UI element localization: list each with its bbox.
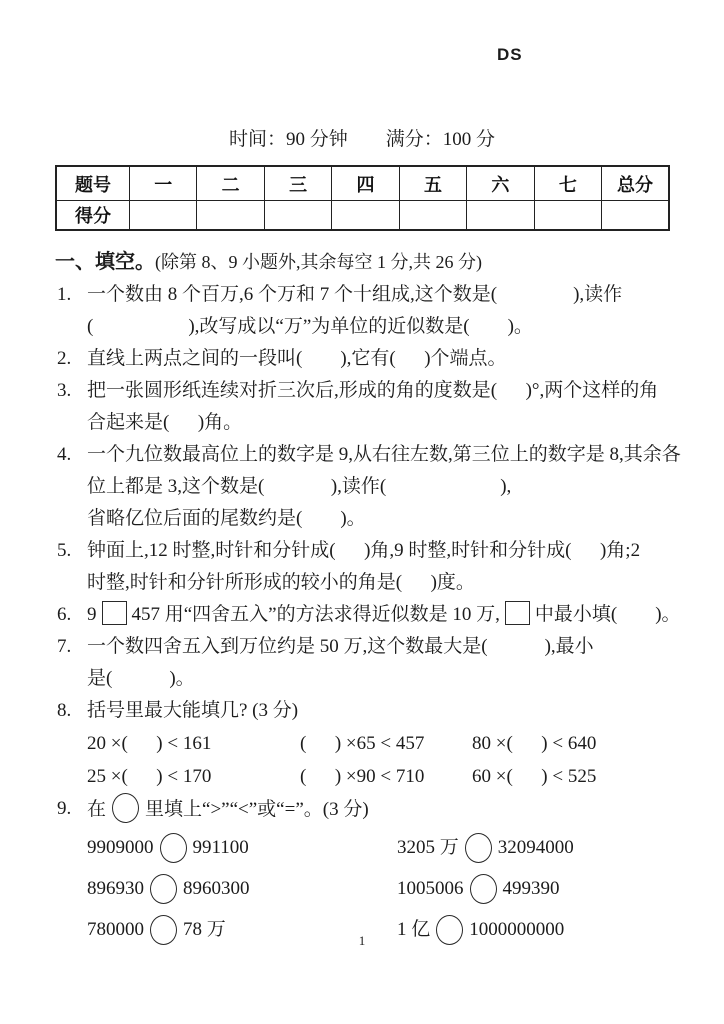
comparison-left: 3205 万	[397, 836, 459, 858]
question-text: 一个九位数最高位上的数字是 9,从右往左数,第三位上的数字是 8,其余各	[87, 444, 681, 465]
score-cell	[332, 201, 399, 231]
score-cell	[197, 201, 264, 231]
comparison-row	[87, 869, 685, 908]
question-number: 5.	[57, 540, 72, 561]
comparison-item	[397, 873, 560, 905]
question-2	[55, 343, 685, 375]
comparison-left: 9909000	[87, 836, 154, 858]
question-text: 一个数由 8 个百万,6 个万和 7 个十组成,这个数是( ),读作	[87, 284, 623, 305]
exam-code: DS	[497, 45, 523, 64]
comparison-right: 8960300	[183, 877, 250, 899]
question-text: 时整,时针和分针所形成的较小的角是( )度。	[87, 572, 475, 593]
question-text-segment: 里填上“>”“<”或“=”。(3 分)	[145, 799, 369, 820]
inequality-blank: 20 ×( ) < 161	[87, 733, 212, 754]
page-number: 1	[358, 933, 366, 948]
section-heading	[55, 246, 685, 279]
question-number: 6.	[57, 604, 72, 625]
question-text	[87, 793, 685, 826]
question-number: 1.	[57, 284, 72, 305]
comparison-left: 780000	[87, 918, 144, 940]
question-text-segment: 457 用“四舍五入”的方法求得近似数是 10 万,	[131, 604, 500, 625]
answer-box	[102, 601, 127, 625]
question-8	[55, 695, 685, 793]
comparison-right: 499390	[502, 877, 560, 899]
score-table-header-cell: 七	[534, 166, 601, 201]
inequality-blank: ( ) ×90 < 710	[300, 766, 425, 787]
question-text: 省略亿位后面的尾数约是( )。	[87, 508, 366, 529]
section-fill-in-blanks	[55, 246, 685, 949]
score-row-label: 得分	[56, 201, 130, 231]
question-text: 钟面上,12 时整,时针和分针成( )角,9 时整,时针和分针成( )角;2	[87, 540, 641, 561]
question-number: 9.	[57, 798, 72, 819]
question-text: ( ),改写成以“万”为单位的近似数是( )。	[87, 316, 533, 337]
comparison-right: 32094000	[497, 836, 574, 858]
score-cell	[399, 201, 466, 231]
section-title: 一、填空。	[55, 251, 155, 273]
score-table-score-row	[56, 201, 669, 231]
question-text: 位上都是 3,这个数是( ),读作( ),	[87, 476, 512, 497]
comparison-left: 1005006	[397, 877, 464, 899]
comparison-item	[397, 832, 574, 864]
score-cell	[534, 201, 601, 231]
score-table-header-cell: 五	[399, 166, 466, 201]
question-text: 合起来是( )角。	[87, 412, 243, 433]
answer-circle	[160, 833, 187, 863]
comparison-left: 1 亿	[397, 918, 431, 940]
question-number: 3.	[57, 380, 72, 401]
score-cell	[467, 201, 534, 231]
answer-circle	[112, 793, 139, 823]
question-text: 括号里最大能填几? (3 分)	[87, 700, 299, 721]
question-text-segment: 9	[87, 604, 97, 625]
score-cell	[602, 201, 669, 231]
question-9	[55, 793, 685, 949]
question-text: 一个数四舍五入到万位约是 50 万,这个数最大是( ),最小	[87, 636, 594, 657]
exam-meta: 时间：90 分钟 满分：100 分	[228, 129, 495, 150]
question-number: 4.	[57, 444, 72, 465]
question-number: 2.	[57, 348, 72, 369]
question-text: 是( )。	[87, 668, 195, 689]
comparison-item	[87, 873, 397, 905]
inequality-blank: ( ) ×65 < 457	[300, 733, 425, 754]
question-1	[55, 279, 685, 343]
score-cell	[130, 201, 197, 231]
section-note: (除第 8、9 小题外,其余每空 1 分,共 26 分)	[155, 252, 482, 272]
question-number: 8.	[57, 700, 72, 721]
inequality-blank: 60 ×( ) < 525	[472, 766, 597, 787]
question-7	[55, 631, 685, 695]
inequality-blank: 25 ×( ) < 170	[87, 766, 212, 787]
question-text-segment: 在	[87, 799, 107, 820]
score-table-header-cell: 四	[332, 166, 399, 201]
question-5	[55, 535, 685, 599]
answer-circle	[465, 833, 492, 863]
question-number: 7.	[57, 636, 72, 657]
score-table-header-row	[56, 166, 669, 201]
comparison-right: 78 万	[183, 918, 226, 940]
question-8-row	[87, 760, 685, 793]
answer-box	[505, 601, 530, 625]
question-text: 直线上两点之间的一段叫( ),它有( )个端点。	[87, 348, 507, 369]
score-table-header-cell: 总分	[602, 166, 669, 201]
score-table-header-cell: 题号	[56, 166, 130, 201]
score-cell	[264, 201, 331, 231]
comparison-left: 896930	[87, 877, 144, 899]
score-table-header-cell: 六	[467, 166, 534, 201]
question-3	[55, 375, 685, 439]
question-6	[55, 599, 685, 631]
comparison-item	[87, 832, 397, 864]
question-text: 把一张圆形纸连续对折三次后,形成的角的度数是( )°,两个这样的角	[87, 380, 659, 401]
comparison-right: 991100	[192, 836, 249, 858]
score-table	[55, 165, 670, 231]
comparison-row	[87, 828, 685, 867]
question-8-row	[87, 727, 685, 760]
answer-circle	[150, 874, 177, 904]
answer-circle	[470, 874, 497, 904]
score-table-header-cell: 三	[264, 166, 331, 201]
score-table-header-cell: 一	[130, 166, 197, 201]
question-text	[87, 599, 685, 631]
question-text-segment: 中最小填( )。	[534, 604, 681, 625]
score-table-header-cell: 二	[197, 166, 264, 201]
inequality-blank: 80 ×( ) < 640	[472, 733, 597, 754]
comparison-right: 1000000000	[469, 918, 565, 940]
question-4	[55, 439, 685, 535]
